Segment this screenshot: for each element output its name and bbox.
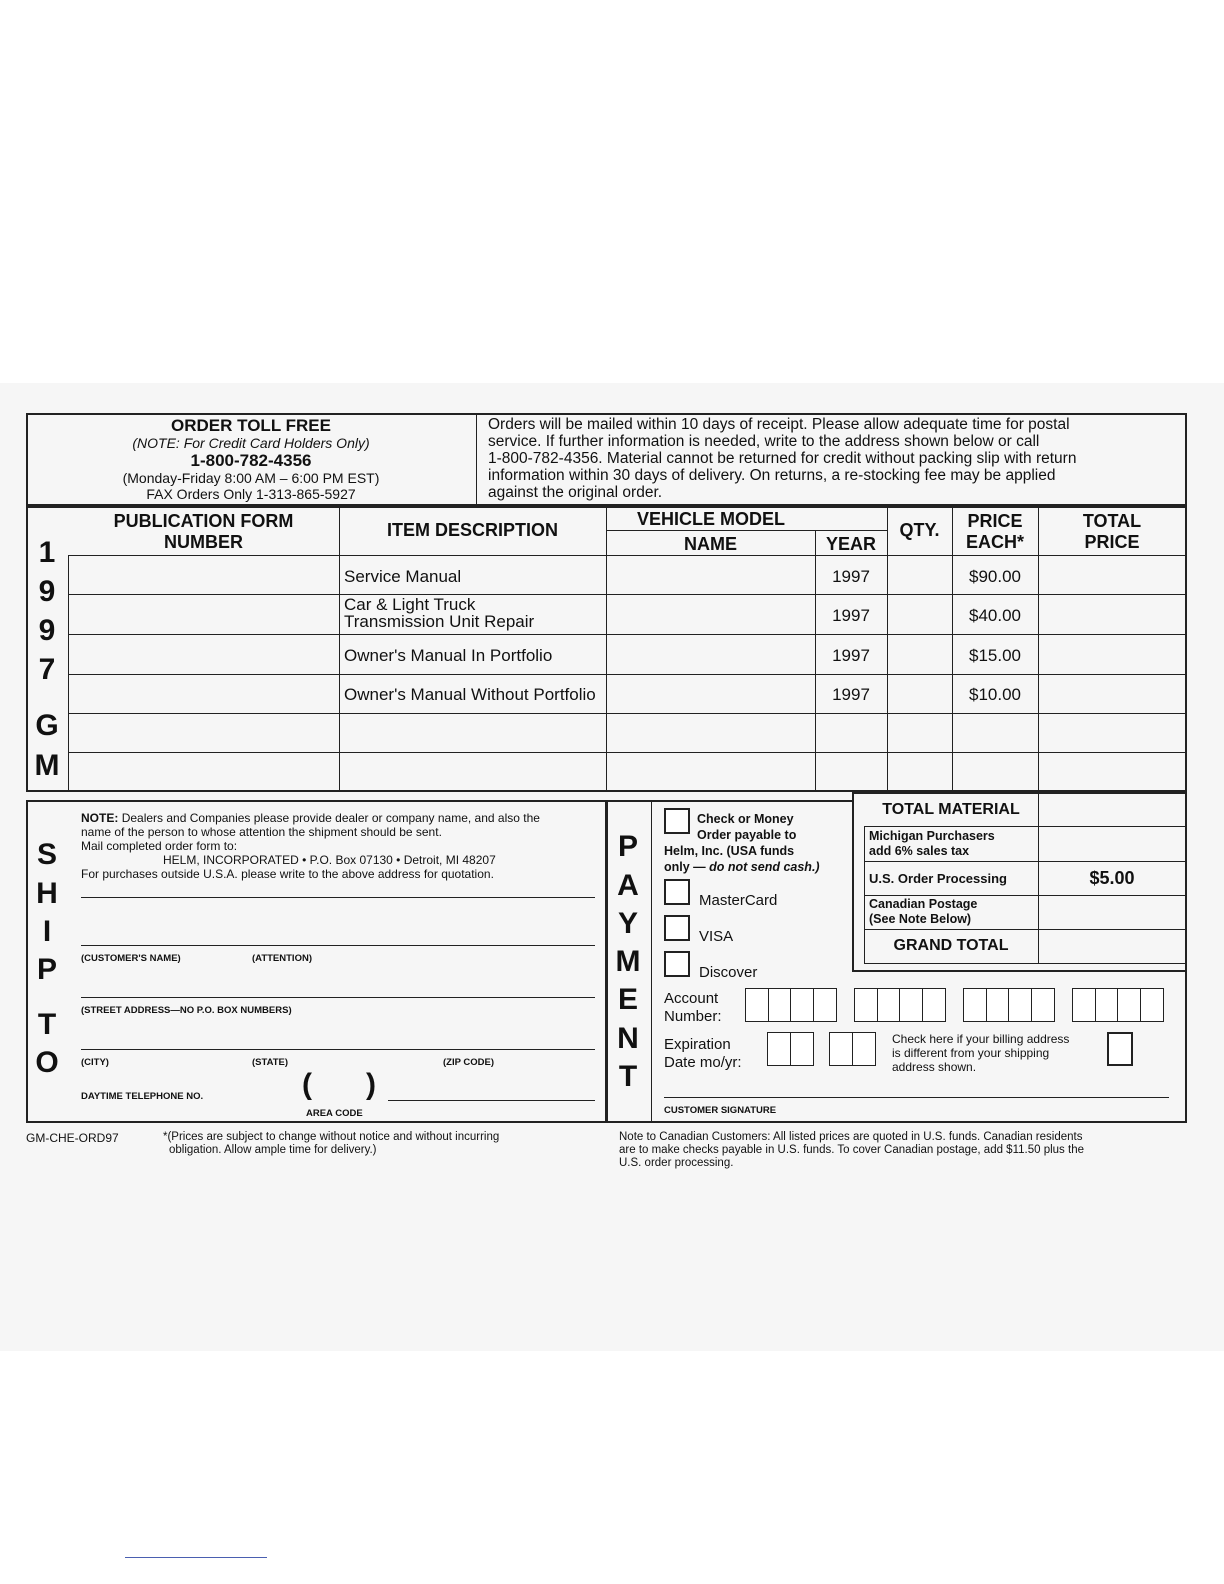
form-code: GM-CHE-ORD97	[26, 1131, 119, 1145]
row-price-each: $10.00	[969, 685, 1021, 704]
street-address-label: (STREET ADDRESS—NO P.O. BOX NUMBERS)	[81, 1005, 292, 1016]
vehicle-model-underline	[606, 530, 887, 531]
col-header-item-description: ITEM DESCRIPTION	[386, 520, 558, 540]
mastercard-label: MasterCard	[699, 892, 778, 909]
col-header-name: NAME	[684, 534, 737, 554]
attention-label: (ATTENTION)	[252, 953, 312, 964]
ship-to-letter: I	[42, 915, 52, 948]
row-description: Owner's Manual In Portfolio	[344, 646, 553, 665]
row-description: Car & Light Truck Transmission Unit Repair	[344, 595, 535, 631]
payment-letter: M	[615, 945, 641, 978]
zip-label: (ZIP CODE)	[443, 1057, 495, 1068]
fax-orders: FAX Orders Only 1-313-865-5927	[146, 486, 356, 502]
signature-line[interactable]	[664, 1097, 1169, 1098]
row-line	[68, 634, 1186, 635]
row-price-each: $90.00	[969, 567, 1021, 586]
row-year: 1997	[832, 646, 870, 665]
row-description: Owner's Manual Without Portfolio	[344, 685, 596, 704]
canadian-customers-note: Note to Canadian Customers: All listed prices are quoted in U.S. funds. Canadian residents are to make checks payable in U.S. funds. To cover Canadian postage, add $11.50 plus the U.S. order processing.	[619, 1131, 1084, 1169]
payment-letter: A	[617, 869, 639, 902]
row-price-each: $40.00	[969, 606, 1021, 625]
side-letter-year: 7	[38, 653, 56, 686]
totals-line	[864, 963, 1186, 964]
col-header-year: YEAR	[825, 534, 876, 554]
us-processing-label: U.S. Order Processing	[869, 871, 1007, 886]
credit-card-note: (NOTE: For Credit Card Holders Only)	[132, 435, 370, 451]
notice-line: 1-800-782-4356. Material cannot be returned for credit without packing slip with return	[488, 450, 1077, 467]
visa-label: VISA	[699, 928, 734, 945]
ship-note: NOTE: Dealers and Companies please provide dealer or company name, and also the name of the person to whose attention the shipment should be sent. Mail completed order form to: HELM, INCORPORATED • P.O. Box 07130 • Detroit, MI 48207 For purchases outside U.S.A. please write to the above address for quotation.	[81, 811, 601, 881]
side-letter-year: 9	[38, 614, 56, 647]
totals-line	[864, 929, 1186, 930]
side-letter-year: G	[35, 709, 59, 742]
customer-name-label: (CUSTOMER'S NAME)	[81, 953, 181, 964]
expiration-month-boxes[interactable]	[767, 1032, 812, 1066]
col-header-qty: QTY.	[899, 520, 940, 540]
side-letter-year: 1	[38, 536, 56, 569]
row-year: 1997	[832, 685, 870, 704]
row-line	[68, 674, 1186, 675]
check-money-order-text: Check or Money Order payable to Helm, Inc. (USA funds only — do not send cash.)	[664, 812, 820, 874]
customer-signature-label: CUSTOMER SIGNATURE	[664, 1105, 777, 1116]
mail-address: HELM, INCORPORATED • P.O. Box 07130 • Detroit, MI 48207	[163, 853, 496, 867]
row-year: 1997	[832, 567, 870, 586]
account-digits-group-3[interactable]	[963, 988, 1053, 1022]
account-digits-group-4[interactable]	[1072, 988, 1162, 1022]
payment-letter: T	[618, 1060, 638, 1093]
street-address-line[interactable]	[81, 997, 595, 998]
expiration-year-boxes[interactable]	[829, 1032, 874, 1066]
row-price-each: $15.00	[969, 646, 1021, 665]
side-letter-year: M	[34, 749, 60, 782]
order-hours: (Monday-Friday 8:00 AM – 6:00 PM EST)	[122, 470, 380, 486]
customer-name-line[interactable]	[81, 945, 595, 946]
row-description: Service Manual	[344, 567, 462, 586]
billing-address-note: Check here if your billing address is different from your shipping address shown.	[892, 1032, 1070, 1074]
order-toll-free-title: ORDER TOLL FREE	[171, 416, 331, 435]
toll-free-phone: 1-800-782-4356	[190, 451, 312, 470]
totals-line	[864, 861, 1186, 862]
col-header-publication-form: PUBLICATION FORM NUMBER	[113, 511, 294, 552]
col-line	[339, 506, 340, 792]
col-header-vehicle-model: VEHICLE MODEL	[636, 509, 785, 529]
col-header-total-price: TOTAL PRICE	[1082, 511, 1142, 552]
row-line	[68, 752, 1186, 753]
address-line	[81, 897, 595, 898]
area-code-close-paren: )	[366, 1068, 376, 1101]
ship-to-letter: O	[35, 1046, 59, 1079]
row-line	[68, 713, 1186, 714]
discover-checkbox[interactable]	[664, 951, 690, 977]
state-label: (STATE)	[252, 1057, 289, 1068]
ship-to-letter: H	[36, 877, 58, 910]
page-bottom-rule	[125, 1557, 267, 1558]
ship-to-letter: S	[36, 838, 57, 871]
totals-line	[864, 826, 1186, 827]
side-letter-year: 9	[38, 575, 56, 608]
michigan-tax-label: Michigan Purchasers add 6% sales tax	[869, 829, 995, 858]
billing-address-checkbox[interactable]	[1107, 1032, 1133, 1066]
payment-letter: P	[617, 830, 638, 863]
totals-line	[864, 895, 1186, 896]
header-divider	[476, 413, 477, 506]
order-notice	[488, 416, 1178, 501]
header-bottom-line	[68, 555, 1186, 556]
area-code-open-paren: (	[302, 1068, 312, 1101]
prices-disclaimer: *(Prices are subject to change without notice and without incurring obligation. Allow ample time for delivery.)	[163, 1131, 500, 1156]
city-label: (CITY)	[81, 1057, 109, 1068]
phone-number-line[interactable]	[388, 1100, 595, 1101]
grand-total-label: GRAND TOTAL	[893, 937, 1009, 954]
notice-line: against the original order.	[488, 484, 663, 501]
canadian-postage-label: Canadian Postage (See Note Below)	[869, 897, 978, 926]
ship-to-letter: P	[36, 953, 57, 986]
payment-letter: N	[617, 1022, 639, 1055]
row-year: 1997	[832, 606, 870, 625]
col-header-price-each: PRICE EACH*	[965, 511, 1024, 552]
account-digits-group-2[interactable]	[854, 988, 944, 1022]
daytime-phone-label: DAYTIME TELEPHONE NO.	[81, 1091, 204, 1102]
account-digits-group-1[interactable]	[745, 988, 835, 1022]
ship-to-letter: T	[37, 1008, 57, 1041]
expiration-date-label: Expiration Date mo/yr:	[664, 1036, 742, 1071]
area-code-label: AREA CODE	[306, 1108, 363, 1119]
account-number-label: Account Number:	[664, 990, 722, 1025]
notice-line: Orders will be mailed within 10 days of receipt. Please allow adequate time for postal	[488, 416, 1070, 433]
col-line	[887, 506, 888, 792]
row-line	[68, 594, 1186, 595]
us-processing-value: $5.00	[1089, 868, 1135, 888]
total-material-label: TOTAL MATERIAL	[882, 801, 1020, 818]
visa-checkbox[interactable]	[664, 915, 690, 941]
mastercard-checkbox[interactable]	[664, 879, 690, 905]
discover-label: Discover	[699, 964, 758, 981]
notice-line: information within 30 days of delivery. On returns, a re-stocking fee may be applied	[488, 467, 1056, 484]
city-state-zip-line[interactable]	[81, 1049, 595, 1050]
payment-letter: E	[617, 983, 638, 1016]
notice-line: service. If further information is needed, write to the address shown below or call	[488, 433, 1040, 450]
payment-letter: Y	[617, 907, 638, 940]
payment-divider	[651, 800, 652, 1123]
